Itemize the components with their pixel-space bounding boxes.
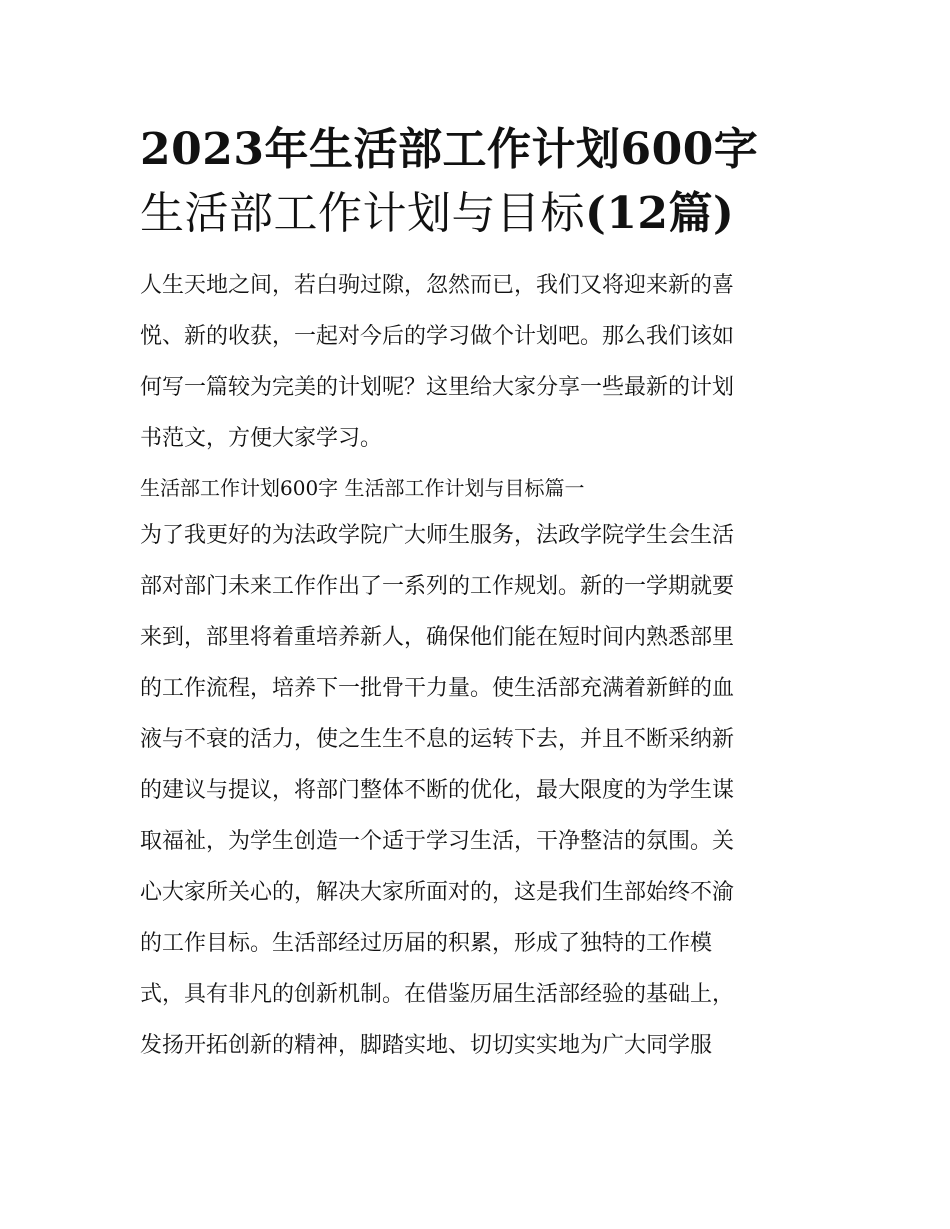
- title-line-2-suffix: (12篇): [585, 188, 735, 239]
- title-line-2: [140, 182, 812, 246]
- section-line: 为了我更好的为法政学院广大师生服务，法政学院学生会生活: [140, 523, 735, 548]
- document-title: [140, 118, 812, 246]
- section-line: 部对部门未来工作作出了一系列的工作规划。新的一学期就要: [140, 574, 735, 599]
- intro-line: 何写一篇较为完美的计划呢？这里给大家分享一些最新的计划: [140, 375, 735, 400]
- intro-line: 悦、新的收获，一起对今后的学习做个计划吧。那么我们该如: [140, 324, 735, 349]
- section-paragraph: [140, 510, 812, 1071]
- section-line: 来到，部里将着重培养新人，确保他们能在短时间内熟悉部里: [140, 625, 735, 650]
- intro-line: 人生天地之间，若白驹过隙，忽然而已，我们又将迎来新的喜: [140, 273, 735, 298]
- document-page: [140, 118, 812, 1071]
- intro-paragraph: [140, 260, 812, 464]
- section-line: 发扬开拓创新的精神，脚踏实地、切切实实地为广大同学服: [140, 1033, 713, 1058]
- section-line: 的建议与提议，将部门整体不断的优化，最大限度的为学生谋: [140, 778, 735, 803]
- section-line: 心大家所关心的，解决大家所面对的，这是我们生部始终不渝: [140, 880, 735, 905]
- intro-line: 书范文，方便大家学习。: [140, 426, 383, 451]
- section-heading: 生活部工作计划600字 生活部工作计划与目标篇一: [140, 476, 585, 500]
- section-line: 式，具有非凡的创新机制。在借鉴历届生活部经验的基础上，: [140, 982, 735, 1007]
- section-line: 的工作目标。生活部经过历届的积累，形成了独特的工作模: [140, 931, 713, 956]
- section-line: 液与不衰的活力，使之生生不息的运转下去，并且不断采纳新: [140, 727, 735, 752]
- title-line-2-main: 生活部工作计划与目标: [140, 188, 585, 239]
- section-line: 取福祉，为学生创造一个适于学习生活，干净整洁的氛围。关: [140, 829, 735, 854]
- section-line: 的工作流程，培养下一批骨干力量。使生活部充满着新鲜的血: [140, 676, 735, 701]
- title-line-1: 2023年生活部工作计划600字: [140, 124, 759, 175]
